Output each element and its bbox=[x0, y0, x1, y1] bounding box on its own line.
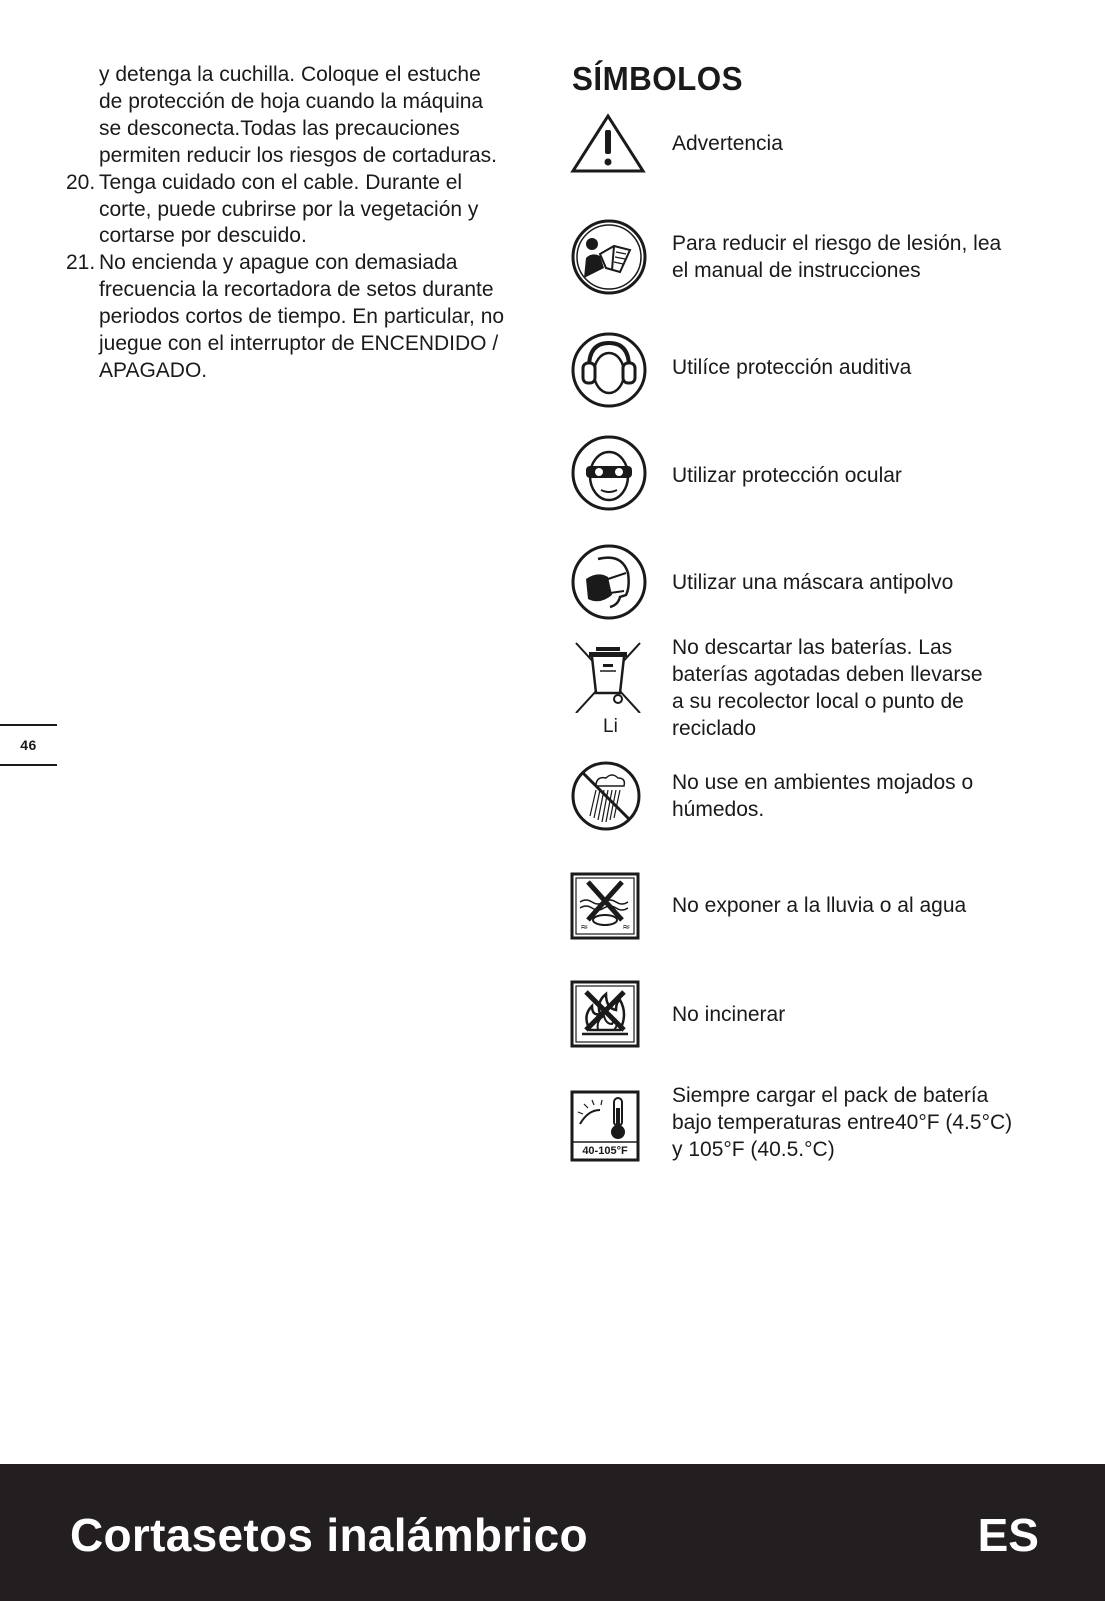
continuation-paragraph bbox=[66, 62, 536, 170]
text-line: APAGADO. bbox=[99, 358, 208, 382]
text-line: y detenga la cuchilla. Coloque el estuche bbox=[99, 63, 481, 86]
eye-protection-icon bbox=[570, 434, 648, 512]
language-code: ES bbox=[977, 1509, 1039, 1561]
battery-chemistry-label: Li bbox=[603, 716, 618, 737]
symbol-description: No exponer a la lluvia o al agua bbox=[672, 894, 967, 917]
instructions-column bbox=[66, 62, 536, 385]
symbol-description: y 105°F (40.5.°C) bbox=[672, 1137, 835, 1161]
symbol-description: Utilizar una máscara antipolvo bbox=[672, 571, 954, 594]
item-number: 20. bbox=[66, 170, 96, 194]
symbol-description: No incinerar bbox=[672, 1003, 786, 1026]
no-fire-icon bbox=[570, 980, 640, 1048]
symbol-description: Utilíce protección auditiva bbox=[672, 356, 912, 379]
read-manual-icon bbox=[570, 218, 648, 296]
no-rain-icon bbox=[570, 760, 642, 832]
symbol-description: húmedos. bbox=[672, 797, 765, 821]
symbol-description: reciclado bbox=[672, 716, 757, 740]
text-line: de protección de hoja cuando la máquina bbox=[99, 89, 484, 113]
ear-protection-icon bbox=[570, 331, 648, 409]
symbol-description: el manual de instrucciones bbox=[672, 258, 921, 282]
text-line: frecuencia la recortadora de setos durante bbox=[99, 278, 494, 302]
symbol-description: bajo temperaturas entre40°F (4.5°C) bbox=[672, 1110, 1013, 1134]
symbol-description: baterías agotadas deben llevarse bbox=[672, 662, 983, 686]
symbol-description: a su recolector local o punto de bbox=[672, 689, 964, 713]
item-number: 21. bbox=[66, 251, 96, 275]
text-line: permiten reducir los riesgos de cortaduras. bbox=[99, 143, 498, 167]
symbol-description: Advertencia bbox=[672, 132, 783, 155]
footer-bar bbox=[0, 1464, 1105, 1601]
text-line: juegue con el interruptor de ENCENDIDO / bbox=[99, 332, 499, 356]
symbol-description: Utilizar protección ocular bbox=[672, 464, 902, 487]
product-title: Cortasetos inalámbrico bbox=[70, 1509, 588, 1561]
symbol-description: Para reducir el riesgo de lesión, lea bbox=[672, 232, 1002, 255]
symbol-description: No use en ambientes mojados o bbox=[672, 771, 974, 794]
dust-mask-icon bbox=[570, 543, 648, 621]
svg-text:≈: ≈ bbox=[580, 922, 589, 933]
text-line: Tenga cuidado con el cable. Durante el bbox=[99, 170, 463, 194]
text-line: cortarse por descuido. bbox=[99, 224, 307, 248]
svg-text:≈: ≈ bbox=[622, 922, 631, 933]
symbol-description: Siempre cargar el pack de batería bbox=[672, 1084, 989, 1107]
symbols-heading: SÍMBOLOS bbox=[572, 60, 744, 97]
temperature-range-label: 40-105°F bbox=[582, 1145, 628, 1157]
text-line: se desconecta.Todas las precauciones bbox=[99, 116, 460, 140]
page-number: 46 bbox=[0, 724, 57, 766]
crossed-bin-icon bbox=[570, 637, 646, 713]
no-water-icon bbox=[570, 872, 640, 940]
text-line: corte, puede cubrirse por la vegetación y bbox=[99, 197, 479, 221]
symbol-description: No descartar las baterías. Las bbox=[672, 636, 953, 659]
text-line: No encienda y apague con demasiada bbox=[99, 251, 458, 275]
list-item-20 bbox=[66, 170, 536, 251]
warning-triangle-icon bbox=[570, 112, 646, 174]
text-line: periodos cortos de tiempo. En particular, no bbox=[99, 305, 505, 329]
list-item-21 bbox=[66, 250, 536, 385]
